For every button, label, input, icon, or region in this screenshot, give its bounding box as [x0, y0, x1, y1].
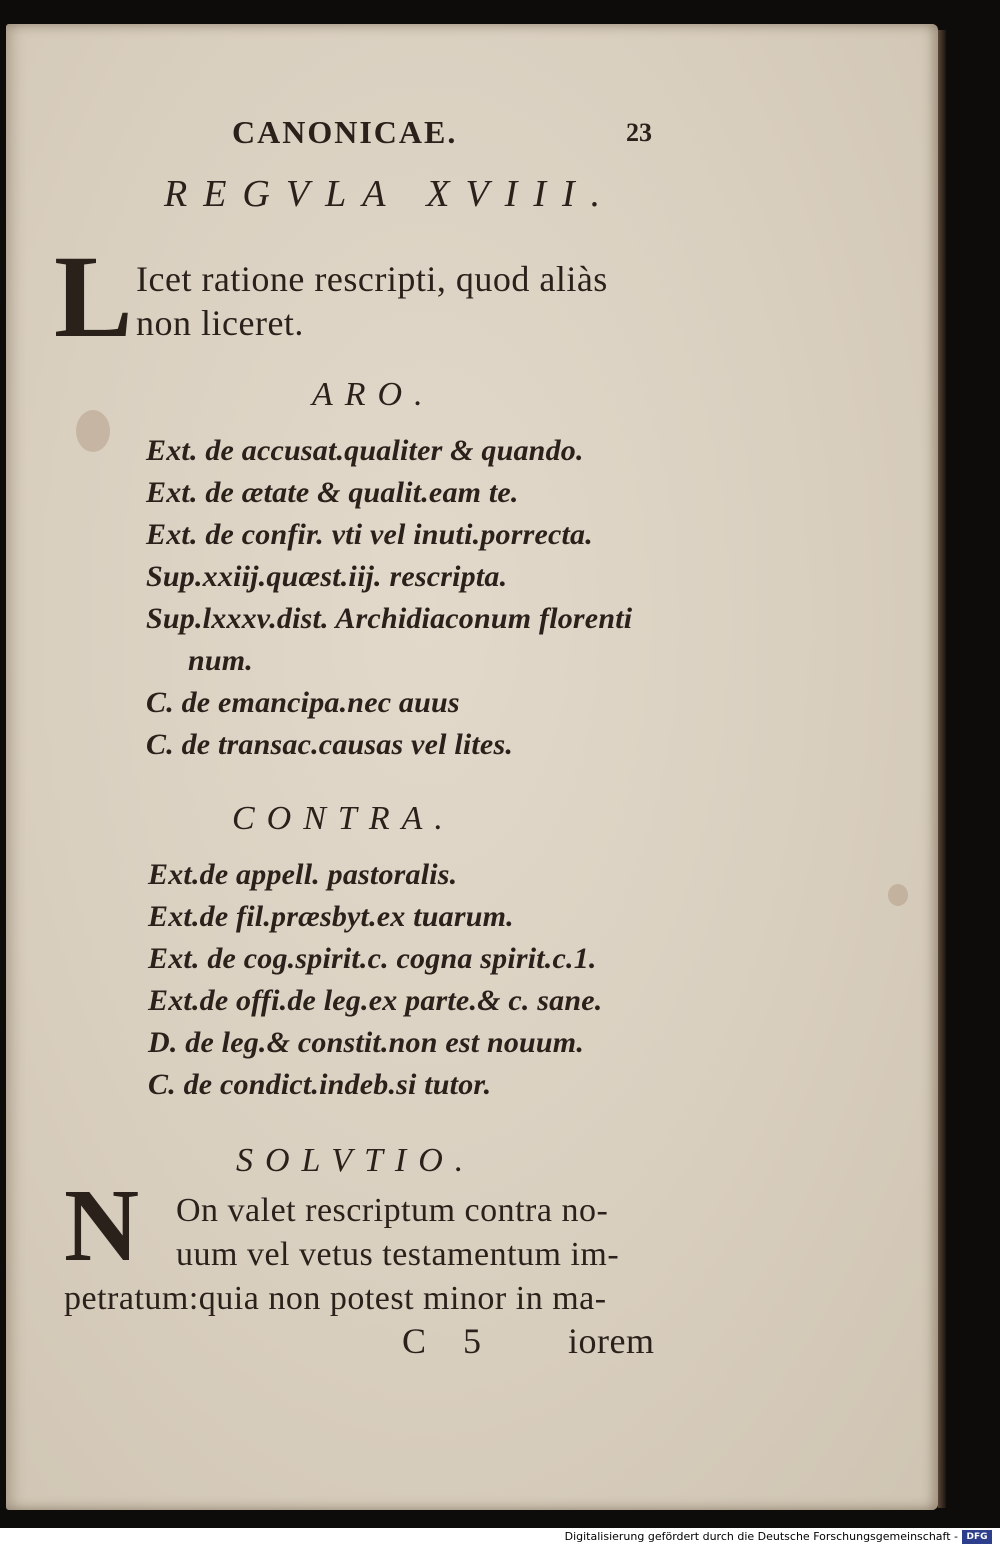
pro-citation: C. de emancipa.nec auus	[146, 686, 460, 719]
contra-citation: Ext.de appell. pastoralis.	[148, 858, 458, 891]
pro-citation: Sup.xxiij.quæst.iij. rescripta.	[146, 560, 508, 593]
pro-citation: Ext. de ætate & qualit.eam te.	[146, 476, 519, 509]
dfg-logo: DFG	[962, 1530, 992, 1544]
contra-title: CONTRA.	[232, 800, 455, 837]
foxing-stain	[76, 410, 110, 452]
pro-citation: num.	[188, 644, 254, 677]
pro-citation: Ext. de confir. vti vel inuti.porrecta.	[146, 518, 593, 551]
running-head: CANONICAE.	[232, 114, 458, 150]
signature-mark: C 5	[402, 1321, 496, 1361]
rule-line: Icet ratione rescripti, quod aliàs	[136, 259, 608, 299]
page-number: 23	[626, 118, 652, 147]
solutio-title: SOLVTIO.	[236, 1142, 476, 1179]
pro-citation: Ext. de accusat.qualiter & quando.	[146, 434, 584, 467]
catchword: iorem	[568, 1321, 655, 1361]
rule-title: REGVLA XVIII.	[164, 173, 617, 215]
contra-citation: D. de leg.& constit.non est nouum.	[148, 1026, 585, 1059]
pro-title: ARO.	[312, 376, 435, 413]
contra-citation: C. de condict.indeb.si tutor.	[148, 1068, 492, 1101]
solutio-dropcap: N	[64, 1168, 140, 1283]
solutio-line: On valet rescriptum contra no-	[176, 1192, 609, 1229]
contra-citation: Ext.de offi.de leg.ex parte.& c. sane.	[148, 984, 603, 1017]
contra-citation: Ext. de cog.spirit.c. cogna spirit.c.1.	[148, 942, 597, 975]
rule-line: non liceret.	[136, 303, 304, 343]
book-page	[6, 24, 938, 1510]
solutio-line: petratum:quia non potest minor in ma-	[64, 1280, 607, 1317]
rule-dropcap: L	[54, 231, 133, 362]
solutio-line: uum vel vetus testamentum im-	[176, 1236, 620, 1273]
footer-credit: Digitalisierung gefördert durch die Deutsche Forschungsgemeinschaft -	[564, 1530, 958, 1543]
pro-citation: C. de transac.causas vel lites.	[146, 728, 514, 761]
contra-citation: Ext.de fil.præsbyt.ex tuarum.	[148, 900, 514, 933]
foxing-stain	[888, 884, 908, 906]
pro-citation: Sup.lxxxv.dist. Archidiaconum florenti	[146, 602, 633, 635]
page-edge	[938, 30, 946, 1508]
